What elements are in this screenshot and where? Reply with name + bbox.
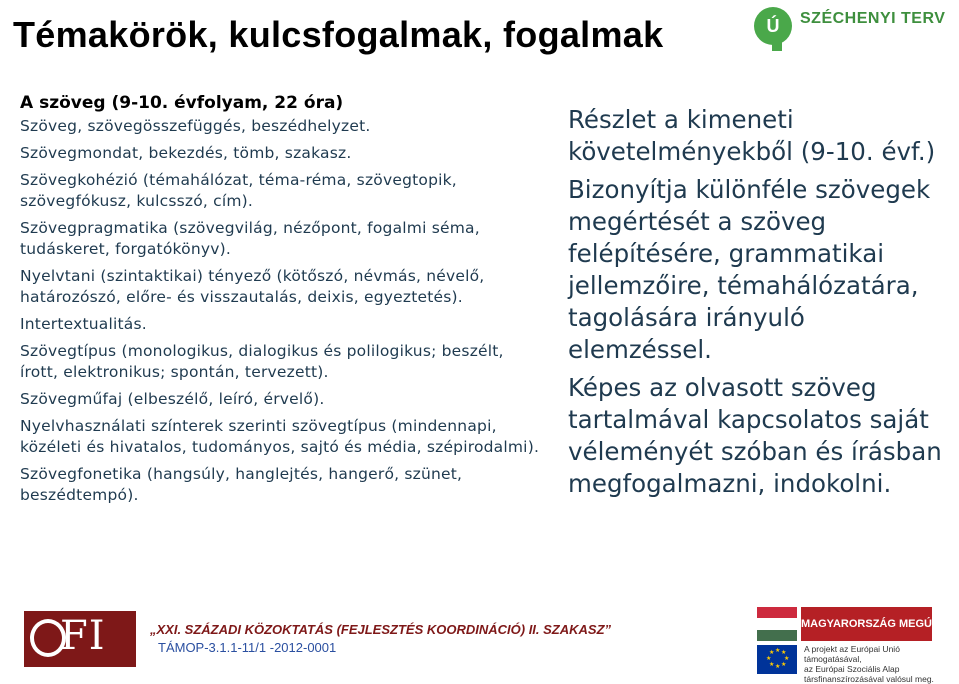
- eu-support-text: [804, 644, 954, 684]
- section-heading: A szöveg (9-10. évfolyam, 22 óra): [20, 93, 344, 113]
- ofi-logo-text: FI: [60, 613, 106, 659]
- topic-item: Szöveg, szövegösszefüggés, beszédhelyzet.: [20, 117, 371, 135]
- topic-item: Szövegfonetika (hangsúly, hanglejtés, hangerő, szünet, beszédtempó).: [20, 465, 463, 504]
- topic-item: Szövegmondat, bekezdés, tömb, szakasz.: [20, 144, 352, 162]
- hungarian-flag-icon: [757, 607, 797, 641]
- eu-support-line: társfinanszírozásával valósul meg.: [804, 674, 934, 684]
- project-code: TÁMOP-3.1.1-11/1 -2012-0001: [158, 640, 337, 655]
- topic-item: Szövegkohézió (témahálózat, téma-réma, szövegtopik, szövegfókusz, kulcsszó, cím).: [20, 171, 457, 210]
- szechenyi-terv-logo: [754, 4, 954, 54]
- szechenyi-logo-icon: Ú: [754, 7, 792, 45]
- topic-item: Szövegműfaj (elbeszélő, leíró, érvelő).: [20, 390, 325, 408]
- topic-item: Szövegpragmatika (szövegvilág, nézőpont, fogalmi séma, tudáskeret, forgatókönyv).: [20, 219, 480, 258]
- eu-flag-icon: ★ ★ ★ ★ ★ ★ ★ ★: [757, 645, 797, 674]
- page-title: Témakörök, kulcsfogalmak, fogalmak: [13, 14, 664, 55]
- magyarorszag-megujul-logo: MAGYARORSZÁG MEGÚJUL: [801, 607, 932, 641]
- eu-support-line: A projekt az Európai Unió támogatásával,: [804, 644, 900, 664]
- eu-support-line: az Európai Szociális Alap: [804, 664, 900, 674]
- requirement-item: Képes az olvasott szöveg tartalmával kapcsolatos saját véleményét szóban és írásban megfogalmazni, indokolni.: [568, 373, 942, 498]
- requirements-heading: Részlet a kimeneti követelményekből (9-10. évf.): [568, 105, 936, 166]
- topic-item: Intertextualitás.: [20, 315, 147, 333]
- topic-item: Nyelvtani (szintaktikai) tényező (kötőszó, névmás, névelő, határozószó, előre- és visszautalás, deixis, egyeztetés).: [20, 267, 485, 306]
- szechenyi-logo-text: SZÉCHENYI TERV: [800, 10, 946, 27]
- topic-item: Nyelvhasználati színterek szerinti szövegtípus (mindennapi, közéleti és hivatalos, tudományos, sajtó és média, szépirodalmi).: [20, 417, 540, 456]
- topics-column: [20, 93, 540, 512]
- requirements-column: [568, 104, 943, 506]
- ofi-logo: [24, 611, 136, 667]
- requirement-item: Bizonyítja különféle szövegek megértését a szöveg felépítésére, grammatikai jellemzőire, témahálózatára, tagolására irányuló elemzéssel.: [568, 175, 931, 364]
- topic-item: Szövegtípus (monologikus, dialogikus és polilogikus; beszélt, írott, elektronikus; spontán, tervezett).: [20, 342, 504, 381]
- project-title: „XXI. SZÁZADI KÖZOKTATÁS (FEJLESZTÉS KOORDINÁCIÓ) II. SZAKASZ”: [150, 622, 612, 637]
